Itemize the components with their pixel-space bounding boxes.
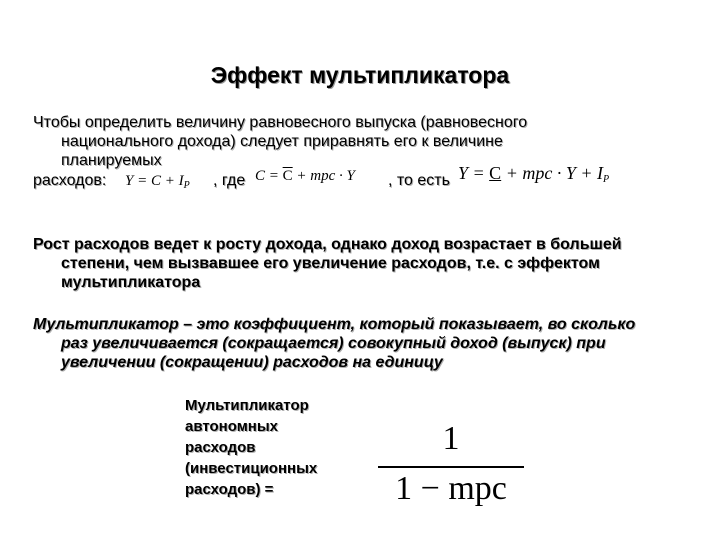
paragraph-definition bbox=[33, 315, 713, 372]
formula-text: Y = C + I bbox=[125, 173, 184, 189]
formula-subscript: P bbox=[602, 174, 610, 185]
label-that-is: , то есть bbox=[388, 172, 450, 189]
formula-equilibrium bbox=[458, 163, 609, 185]
paragraph-line: увеличении (сокращении) расходов на единицу bbox=[61, 354, 443, 371]
label-where: , где bbox=[213, 172, 246, 189]
paragraph-line: степени, чем вызвавшее его увеличение расходов, т.е. с эффектом bbox=[61, 255, 600, 272]
formula-text: + mpc · Y bbox=[292, 168, 355, 184]
paragraph-line: планируемых bbox=[61, 152, 162, 169]
formula-subscript: P bbox=[183, 180, 190, 191]
label-expenses: расходов: bbox=[33, 172, 107, 189]
formula-row bbox=[33, 163, 713, 196]
formula-text: C = bbox=[255, 168, 283, 184]
formula-text: Y = bbox=[458, 163, 490, 183]
multiplier-label-line: автономных bbox=[185, 418, 279, 435]
formula-autonomous-c: $\overline{C}$ bbox=[282, 168, 293, 184]
paragraph-line: раз увеличивается (сокращается) совокупный доход (выпуск) при bbox=[61, 335, 606, 352]
formula-income bbox=[125, 173, 190, 191]
fraction-denominator: 1 − mpc bbox=[395, 470, 507, 507]
formula-autonomous-c: C bbox=[489, 163, 502, 183]
fraction-bar bbox=[378, 466, 524, 468]
fraction-numerator: 1 bbox=[442, 420, 460, 457]
multiplier-label-line: (инвестиционных bbox=[185, 460, 318, 477]
paragraph-line: национального дохода) следует приравнять его к величине bbox=[61, 133, 503, 150]
multiplier-label-line: расходов bbox=[185, 439, 256, 456]
slide-title: Эффект мультипликатора bbox=[210, 62, 510, 88]
paragraph-line: Чтобы определить величину равновесного выпуска (равновесного bbox=[33, 114, 528, 131]
multiplier-label-line: Мультипликатор bbox=[185, 397, 309, 414]
formula-text: + mpc · Y + I bbox=[501, 163, 603, 183]
multiplier-label bbox=[185, 395, 360, 500]
paragraph-line: Рост расходов ведет к росту дохода, однако доход возрастает в большей bbox=[33, 236, 622, 253]
paragraph-growth bbox=[33, 235, 713, 292]
formula-consumption bbox=[255, 168, 355, 185]
paragraph-line: Мультипликатор – это коэффициент, который показывает, во сколько bbox=[33, 316, 636, 333]
multiplier-fraction bbox=[376, 420, 526, 520]
paragraph-equilibrium bbox=[33, 113, 713, 170]
multiplier-label-line: расходов) = bbox=[185, 481, 274, 498]
paragraph-line: мультипликатора bbox=[61, 274, 201, 291]
